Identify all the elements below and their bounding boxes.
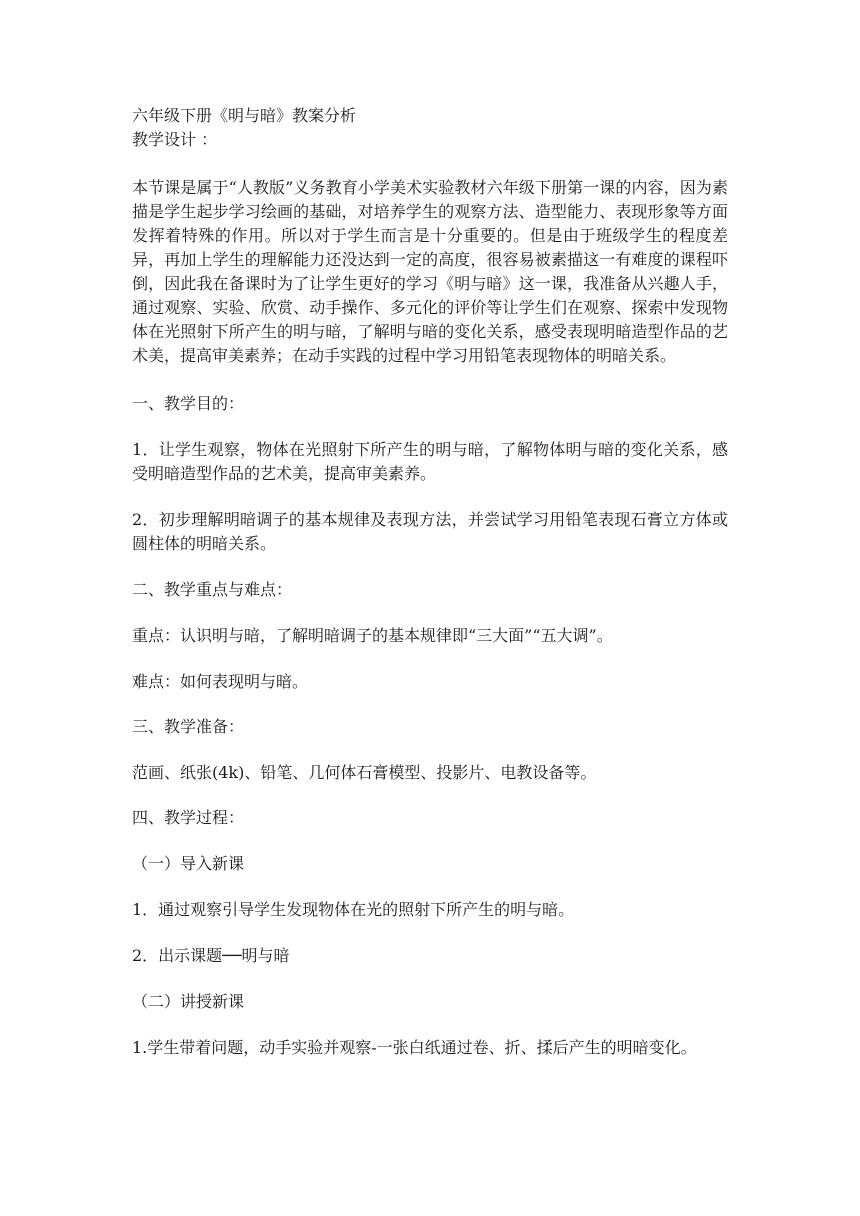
key-point-focus: 重点：认识明与暗，了解明暗调子的基本规律即“三大面”“五大调”。 bbox=[132, 626, 613, 645]
document-subtitle: 教学设计 ： bbox=[132, 130, 218, 149]
process-subheading-lecture: （二）讲授新课 bbox=[132, 992, 245, 1011]
document-title: 六年级下册《明与暗》教案分析 bbox=[132, 106, 357, 125]
objective-item-1: 1．让学生观察，物体在光照射下所产生的明与暗，了解物体明与暗的变化关系，感受明暗造型作品的艺术美，提高审美素养。 bbox=[132, 440, 728, 483]
section-heading-preparation: 三、教学准备： bbox=[132, 717, 245, 736]
process-lecture-item-1: 1.学生带着问题，动手实验并观察-一张白纸通过卷、折、揉后产生的明暗变化。 bbox=[132, 1038, 697, 1057]
objective-item-2: 2．初步理解明暗调子的基本规律及表现方法，并尝试学习用铅笔表现石膏立方体或圆柱体的明暗关系。 bbox=[132, 510, 728, 553]
process-subheading-intro: （一）导入新课 bbox=[132, 854, 245, 873]
process-intro-item-2: 2．出示课题──明与暗 bbox=[132, 946, 290, 965]
process-intro-item-1: 1．通过观察引导学生发现物体在光的照射下所产生的明与暗。 bbox=[132, 900, 575, 919]
intro-paragraph: 本节课是属于“人教版”义务教育小学美术实验教材六年级下册第一课的内容，因为素描是学生起步学习绘画的基础，对培养学生的观察方法、造型能力、表现形象等方面发挥着特殊的作用。所以对于学生而言是十分重要的。但是由于班级学生的程度差异，再加上学生的理解能力还没达到一定的高度，很容易被素描这一有难度的课程吓倒，因此我在备课时为了让学生更好的学习《明与暗》这一课，我准备从兴趣人手，通过观察、实验、欣赏、动手操作、多元化的评价等让学生们在观察、探索中发现物体在光照射下所产生的明与暗，了解明与暗的变化关系，感受表现明暗造型作品的艺术美，提高审美素养；在动手实践的过程中学习用铅笔表现物体的明暗关系。 bbox=[132, 178, 728, 365]
document-body bbox=[132, 104, 728, 1060]
section-heading-key-points: 二、教学重点与难点： bbox=[132, 580, 293, 599]
section-heading-process: 四、教学过程： bbox=[132, 808, 245, 827]
section-heading-objectives: 一、教学目的： bbox=[132, 394, 245, 413]
preparation-materials: 范画、纸张(4k)、铅笔、几何体石膏模型、投影片、电教设备等。 bbox=[132, 763, 597, 782]
key-point-difficulty: 难点：如何表现明与暗。 bbox=[132, 672, 309, 691]
